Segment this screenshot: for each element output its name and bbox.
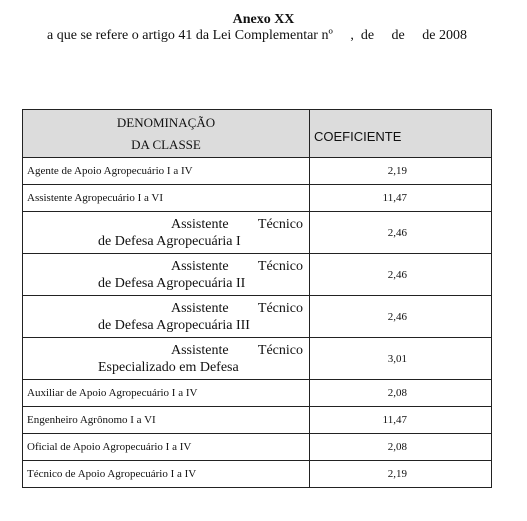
- table-row: [23, 338, 492, 380]
- annex-subtitle: a que se refere o artigo 41 da Lei Complementar nº , de de de 2008: [47, 28, 467, 43]
- class-name-line2: de Defesa Agropecuária I: [98, 233, 241, 249]
- coefficient-cell: 3,01: [310, 338, 492, 380]
- table-row: [23, 296, 492, 338]
- coefficient-cell: 2,46: [310, 296, 492, 338]
- class-name-line1: [23, 300, 309, 317]
- table-row: [23, 434, 492, 461]
- coefficient-cell: 2,19: [310, 461, 492, 488]
- class-name-cell: [23, 254, 310, 296]
- table-row: [23, 212, 492, 254]
- class-name-line2: de Defesa Agropecuária II: [98, 275, 246, 291]
- column-header-denominacao-line1: DENOMINAÇÃO: [116, 114, 216, 130]
- class-name-cell: Oficial de Apoio Agropecuário I a IV: [23, 434, 310, 461]
- coefficient-cell: 2,08: [310, 434, 492, 461]
- column-header-denominacao: [23, 110, 310, 158]
- class-name-cell: Auxiliar de Apoio Agropecuário I a IV: [23, 380, 310, 407]
- coefficient-cell: 11,47: [310, 185, 492, 212]
- class-name-word1: Assistente: [171, 258, 229, 274]
- coefficient-table: [22, 109, 492, 488]
- column-header-coeficiente: COEFICIENTE: [310, 110, 492, 158]
- class-name-word1: Assistente: [171, 300, 229, 316]
- class-name-line2: de Defesa Agropecuária III: [98, 317, 250, 333]
- class-name-word2: Técnico: [257, 258, 303, 274]
- class-name-line2: Especializado em Defesa: [98, 359, 239, 375]
- table-row: [23, 158, 492, 185]
- class-name-cell: [23, 296, 310, 338]
- class-name-word1: Assistente: [171, 216, 229, 232]
- class-name-cell: Engenheiro Agrônomo I a VI: [23, 407, 310, 434]
- class-name-line1: [23, 342, 309, 359]
- class-name-word2: Técnico: [257, 342, 303, 358]
- table-header-row: [23, 110, 492, 158]
- table-row: [23, 254, 492, 296]
- table-row: [23, 185, 492, 212]
- coefficient-cell: 2,08: [310, 380, 492, 407]
- class-name-cell: Técnico de Apoio Agropecuário I a IV: [23, 461, 310, 488]
- column-header-denominacao-line2: DA CLASSE: [131, 136, 201, 152]
- class-name-line1: [23, 258, 309, 275]
- class-name-cell: [23, 338, 310, 380]
- coefficient-cell: 2,46: [310, 212, 492, 254]
- class-name-word2: Técnico: [257, 216, 303, 232]
- coefficient-cell: 2,46: [310, 254, 492, 296]
- table-row: [23, 380, 492, 407]
- class-name-cell: [23, 212, 310, 254]
- coefficient-cell: 11,47: [310, 407, 492, 434]
- coefficient-cell: 2,19: [310, 158, 492, 185]
- class-name-cell: Agente de Apoio Agropecuário I a IV: [23, 158, 310, 185]
- class-name-word1: Assistente: [171, 342, 229, 358]
- class-name-line1: [23, 216, 309, 233]
- annex-title: Anexo XX: [232, 12, 295, 27]
- class-name-cell: Assistente Agropecuário I a VI: [23, 185, 310, 212]
- class-name-word2: Técnico: [257, 300, 303, 316]
- table-row: [23, 461, 492, 488]
- table-row: [23, 407, 492, 434]
